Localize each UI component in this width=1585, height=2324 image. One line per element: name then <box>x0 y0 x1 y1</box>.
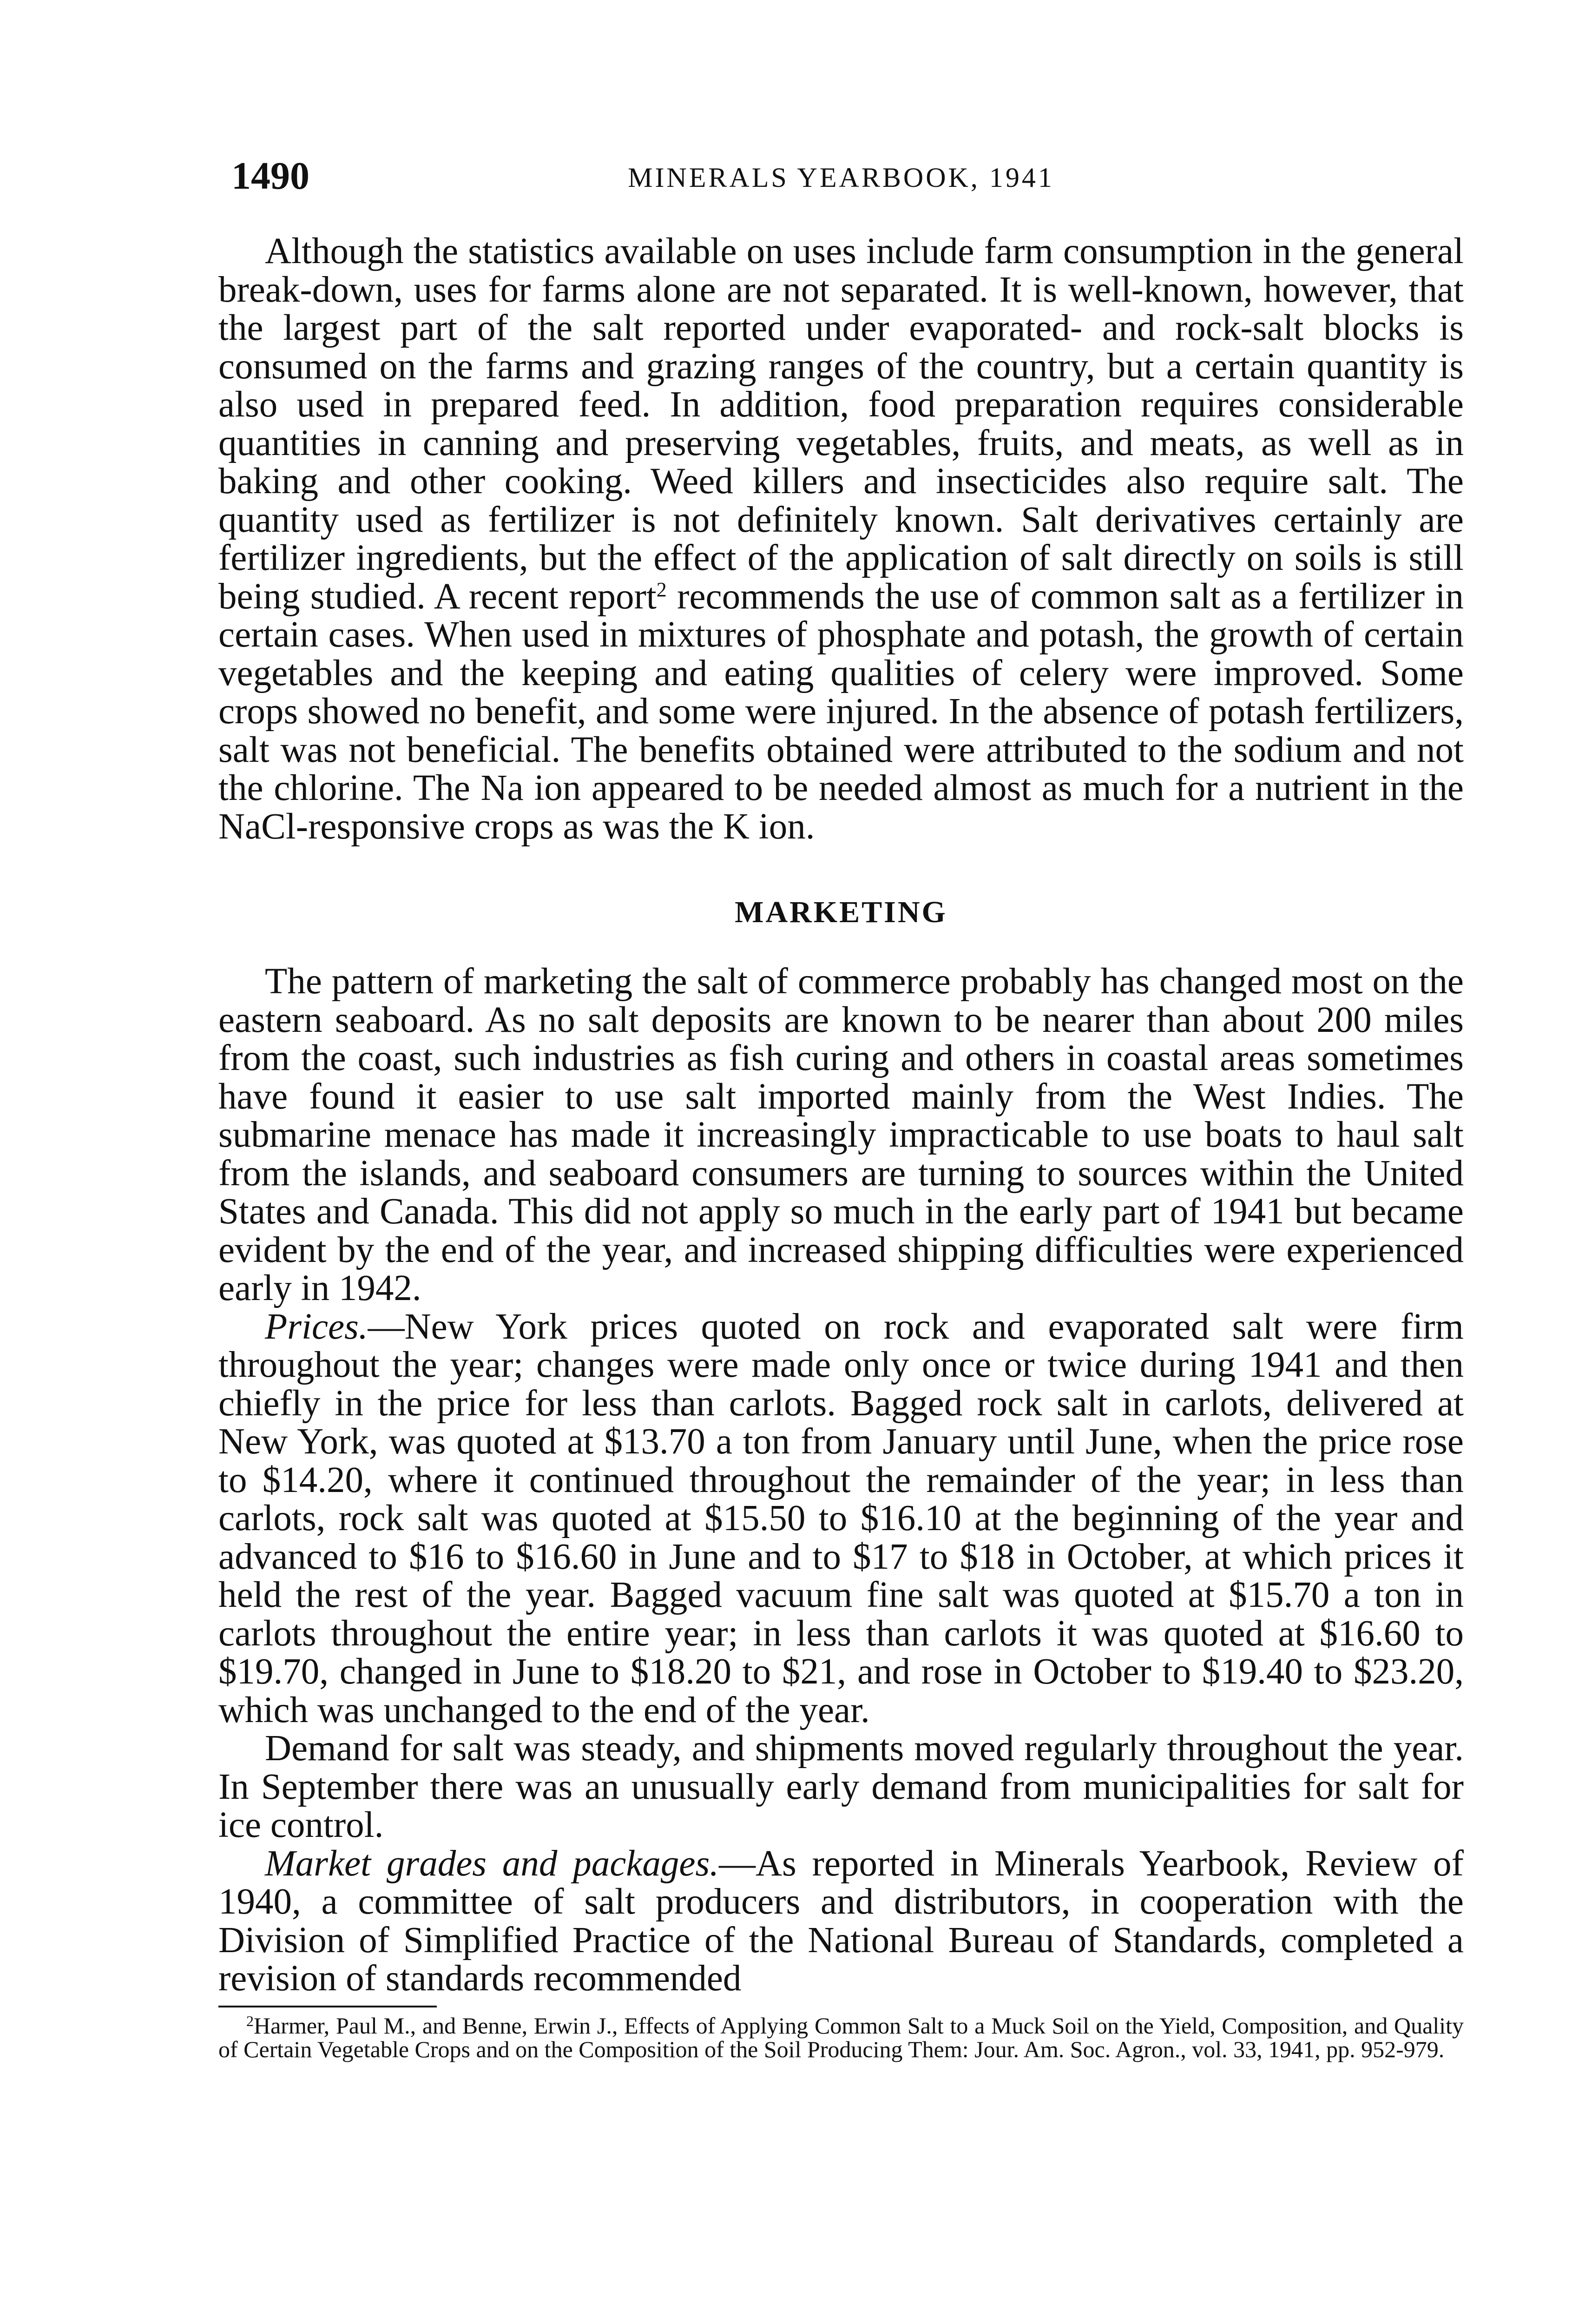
paragraph-uses-text-a: Although the statistics available on uses include farm consumption in the general break-down, uses for farms alone are not separated. It is well-known, however, that the largest part of the salt reported under evaporated- and rock-salt blocks is consumed on the farms and grazing ranges of the country, but a certain quantity is also used in prepared feed. In addition, food preparation requires considerable quantities in canning and preserving vegetables, fruits, and meats, as well as in baking and other cooking. Weed killers and insecticides also require salt. The quantity used as fertilizer is not definitely known. Salt derivatives certainly are fertilizer ingredients, but the effect of the application of salt directly on soils is still being studied. A recent report <box>218 231 1464 617</box>
paragraph-uses-text-b: recommends the use of common salt as a fertilizer in certain cases. When used in mixtures of phosphate and potash, the growth of certain vegetables and the keeping and eating qualities of celery were improved. Some crops showed no benefit, and some were injured. In the absence of potash fertilizers, salt was not beneficial. The benefits obtained were attributed to the sodium and not the chlorine. The Na ion appeared to be needed almost as much for a nutrient in the NaCl-responsive crops as was the K ion. <box>218 576 1464 847</box>
market-grades-text: —As reported in Minerals Yearbook, Review of 1940, a committee of salt producers and distributors, in cooperation with the Division of Simplified Practice of the National Bureau of Standards, completed a revision of standards recommended <box>218 1843 1464 1999</box>
footnote-mark: 2 <box>246 2012 254 2029</box>
footnote-text: Harmer, Paul M., and Benne, Erwin J., Effects of Applying Common Salt to a Muck Soil on the Yield, Composition, and Quality of Certain Vegetable Crops and on the Composition of the Soil Producing Them: Jour. Am. Soc. Agron., vol. 33, 1941, pp. 952-979. <box>218 2012 1464 2062</box>
running-title: MINERALS YEARBOOK, 1941 <box>628 162 1054 193</box>
paragraph-prices <box>218 1308 1464 1730</box>
market-grades-run-in-heading: Market grades and packages. <box>265 1843 719 1884</box>
prices-text: —New York prices quoted on rock and evaporated salt were firm throughout the year; changes were made only once or twice during 1941 and then chiefly in the price for less than carlots. Bagged rock salt in carlots, delivered at New York, was quoted at $13.70 a ton from January until June, when the price rose to $14.20, where it continued throughout the remainder of the year; in less than carlots, rock salt was quoted at $15.50 to $16.10 at the beginning of the year and advanced to $16 to $16.60 in June and to $17 to $18 in October, at which prices it held the rest of the year. Bagged vacuum fine salt was quoted at $15.70 a ton in carlots throughout the entire year; in less than carlots it was quoted at $16.60 to $19.70, changed in June to $18.20 to $21, and rose in October to $19.40 to $23.20, which was unchanged to the end of the year. <box>218 1306 1464 1730</box>
paragraph-pattern: The pattern of marketing the salt of commerce probably has changed most on the eastern seaboard. As no salt deposits are known to be nearer than about 200 miles from the coast, such industries as fish curing and others in coastal areas sometimes have found it easier to use salt imported mainly from the West Indies. The submarine menace has made it increasingly impracticable to use boats to haul salt from the islands, and seaboard consumers are turning to sources within the United States and Canada. This did not apply so much in the early part of 1941 but became evident by the end of the year, and increased shipping difficulties were experienced early in 1942. <box>218 961 1464 1308</box>
paragraph-uses <box>218 232 1464 846</box>
page <box>218 153 1464 2061</box>
footnote <box>218 2014 1464 2061</box>
prices-run-in-heading: Prices. <box>265 1306 368 1347</box>
page-header <box>218 153 1464 205</box>
paragraph-market-grades <box>218 1845 1464 1998</box>
section-heading-marketing: MARKETING <box>735 895 947 929</box>
footnote-reference: 2 <box>656 578 667 601</box>
page-number: 1490 <box>231 154 309 198</box>
footnote-rule <box>218 2006 437 2007</box>
paragraph-demand: Demand for salt was steady, and shipments moved regularly throughout the year. In September there was an unusually early demand from municipalities for salt for ice control. <box>218 1728 1464 1845</box>
